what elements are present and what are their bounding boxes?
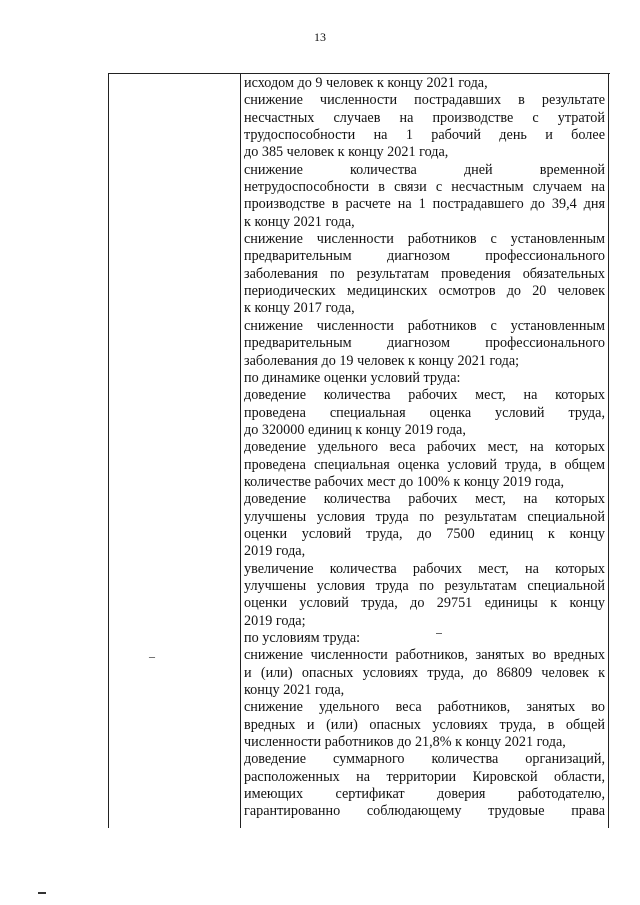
text-line: до 320000 единиц к концу 2019 года,: [244, 421, 466, 438]
text-line: количестве рабочих мест до 100% к концу 2019 года,: [244, 473, 565, 490]
text-line: заболевания до 19 человек к концу 2021 года;: [244, 352, 520, 369]
text-line: несчастных случаев на производстве с утратой: [244, 109, 605, 126]
text-line: улучшены условия труда по результатам специальной: [244, 577, 605, 594]
text-line: и (или) опасных условиях труда, до 86809 человек к: [244, 664, 605, 681]
text-line: предварительным диагнозом профессионального: [244, 335, 605, 352]
text-line: 2019 года;: [244, 612, 306, 629]
text-line: численности работников до 21,8% к концу 2021 года,: [244, 734, 566, 751]
text-line: снижение численности работников с установленным: [244, 317, 605, 334]
text-line: к концу 2017 года,: [244, 300, 355, 317]
text-line: оценки условий труда, до 29751 единицы к концу: [244, 595, 605, 612]
table-right-cell: [241, 74, 609, 828]
text-line: снижение численности пострадавших в результате: [244, 92, 605, 109]
scan-corner-mark: [38, 892, 46, 894]
text-line: трудоспособности на 1 рабочий день и более: [244, 127, 605, 144]
text-line: оценки условий труда, до 7500 единиц к концу: [244, 525, 605, 542]
text-line: периодических медицинских осмотров до 20 человек: [244, 283, 605, 300]
text-line: 2019 года,: [244, 543, 306, 560]
text-line: по динамике оценки условий труда:: [244, 369, 461, 386]
text-line: проведена специальная оценка условий труда,: [244, 404, 605, 421]
text-line: нетрудоспособности в связи с несчастным случаем на: [244, 179, 605, 196]
text-line: снижение удельного веса работников, занятых во: [244, 699, 605, 716]
table-left-cell: [109, 74, 241, 828]
text-line: до 385 человек к концу 2021 года,: [244, 144, 449, 161]
stray-scan-mark: [436, 633, 442, 634]
text-line: имеющих сертификат доверия работодателю,: [244, 786, 605, 803]
text-line: вредных и (или) опасных условиях труда, в общей: [244, 716, 605, 733]
text-line: производстве в расчете на 1 пострадавшего до 39,4 дня: [244, 196, 605, 213]
text-line: заболевания по результатам проведения обязательных: [244, 265, 605, 282]
text-line: к концу 2021 года,: [244, 213, 355, 230]
text-line: снижение количества дней временной: [244, 161, 605, 178]
text-line: исходом до 9 человек к концу 2021 года,: [244, 75, 488, 91]
text-line: предварительным диагнозом профессионального: [244, 248, 605, 265]
text-line: проведена специальная оценка условий труда, в общем: [244, 456, 605, 473]
text-line: доведение количества рабочих мест, на которых: [244, 387, 605, 404]
text-line: доведение удельного веса рабочих мест, на которых: [244, 439, 605, 456]
text-line: по условиям труда:: [244, 630, 361, 646]
page-number: 13: [314, 30, 326, 44]
document-table: [108, 73, 610, 828]
text-line: снижение численности работников с установленным: [244, 231, 605, 248]
text-line: концу 2021 года,: [244, 682, 345, 699]
text-line: снижение численности работников, занятых во вредных: [244, 647, 605, 664]
text-line: улучшены условия труда по результатам специальной: [244, 508, 605, 525]
left-cell-dash: –: [149, 649, 155, 663]
text-line: гарантированно соблюдающему трудовые права: [244, 803, 605, 820]
text-line: доведение количества рабочих мест, на которых: [244, 491, 605, 508]
text-line: доведение суммарного количества организаций,: [244, 751, 605, 768]
text-line: расположенных на территории Кировской области,: [244, 768, 605, 785]
text-line: увеличение количества рабочих мест, на которых: [244, 560, 605, 577]
